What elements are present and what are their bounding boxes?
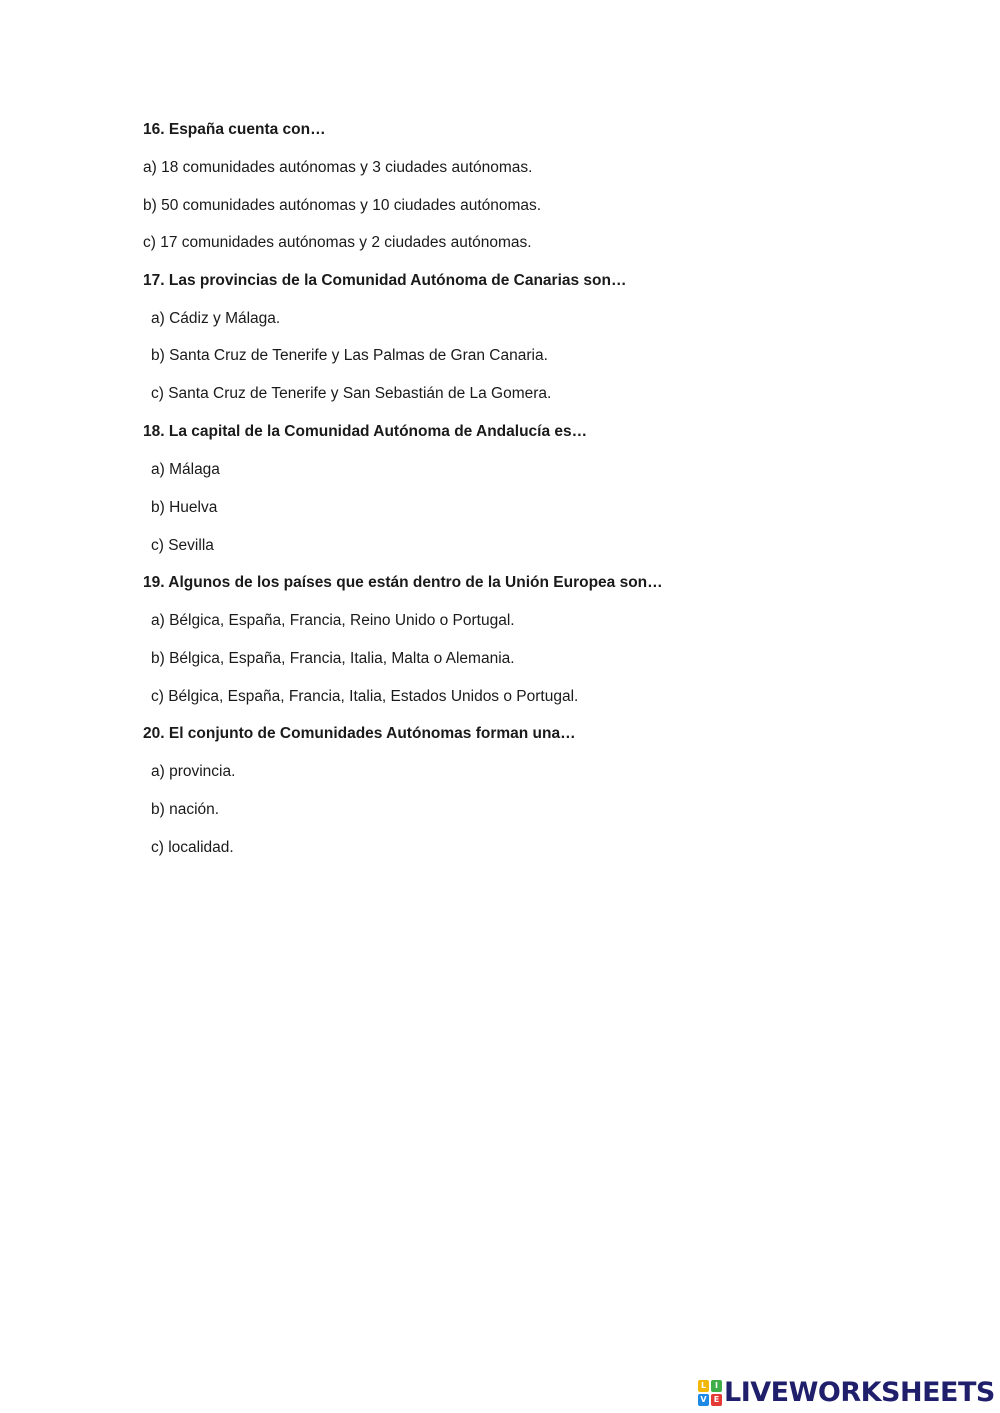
question-16-title: 16. España cuenta con… bbox=[143, 121, 326, 138]
question-18-option-b[interactable]: b) Huelva bbox=[151, 499, 218, 516]
question-19-option-c[interactable]: c) Bélgica, España, Francia, Italia, Estados Unidos o Portugal. bbox=[151, 688, 579, 705]
question-20-title: 20. El conjunto de Comunidades Autónomas forman una… bbox=[143, 725, 576, 742]
question-16-option-b[interactable]: b) 50 comunidades autónomas y 10 ciudades autónomas. bbox=[143, 197, 542, 214]
question-19-option-b[interactable]: b) Bélgica, España, Francia, Italia, Malta o Alemania. bbox=[151, 650, 515, 667]
question-18-option-a[interactable]: a) Málaga bbox=[151, 461, 220, 478]
question-19-option-a[interactable]: a) Bélgica, España, Francia, Reino Unido o Portugal. bbox=[151, 612, 515, 629]
question-20-option-a[interactable]: a) provincia. bbox=[151, 763, 236, 780]
logo-tile-i: I bbox=[711, 1380, 722, 1392]
question-17-title: 17. Las provincias de la Comunidad Autónoma de Canarias son… bbox=[143, 272, 627, 289]
logo-tile-e: E bbox=[711, 1394, 722, 1406]
logo-tile-l: L bbox=[698, 1380, 709, 1392]
question-20-option-b[interactable]: b) nación. bbox=[151, 801, 220, 818]
question-18-option-c[interactable]: c) Sevilla bbox=[151, 537, 214, 554]
question-17-option-a[interactable]: a) Cádiz y Málaga. bbox=[151, 310, 281, 327]
brand-wordmark: LIVEWORKSHEETS bbox=[724, 1377, 995, 1408]
question-16-option-c[interactable]: c) 17 comunidades autónomas y 2 ciudades autónomas. bbox=[143, 234, 532, 251]
logo-tile-v: V bbox=[698, 1394, 709, 1406]
liveworksheets-logo-icon bbox=[698, 1380, 722, 1406]
question-16-option-a[interactable]: a) 18 comunidades autónomas y 3 ciudades autónomas. bbox=[143, 159, 533, 176]
question-19-title: 19. Algunos de los países que están dentro de la Unión Europea son… bbox=[143, 574, 663, 591]
question-17-option-c[interactable]: c) Santa Cruz de Tenerife y San Sebastián de La Gomera. bbox=[151, 385, 552, 402]
question-18-title: 18. La capital de la Comunidad Autónoma de Andalucía es… bbox=[143, 423, 588, 440]
liveworksheets-brand bbox=[698, 1378, 995, 1408]
question-20-option-c[interactable]: c) localidad. bbox=[151, 839, 234, 856]
question-17-option-b[interactable]: b) Santa Cruz de Tenerife y Las Palmas de Gran Canaria. bbox=[151, 347, 548, 364]
